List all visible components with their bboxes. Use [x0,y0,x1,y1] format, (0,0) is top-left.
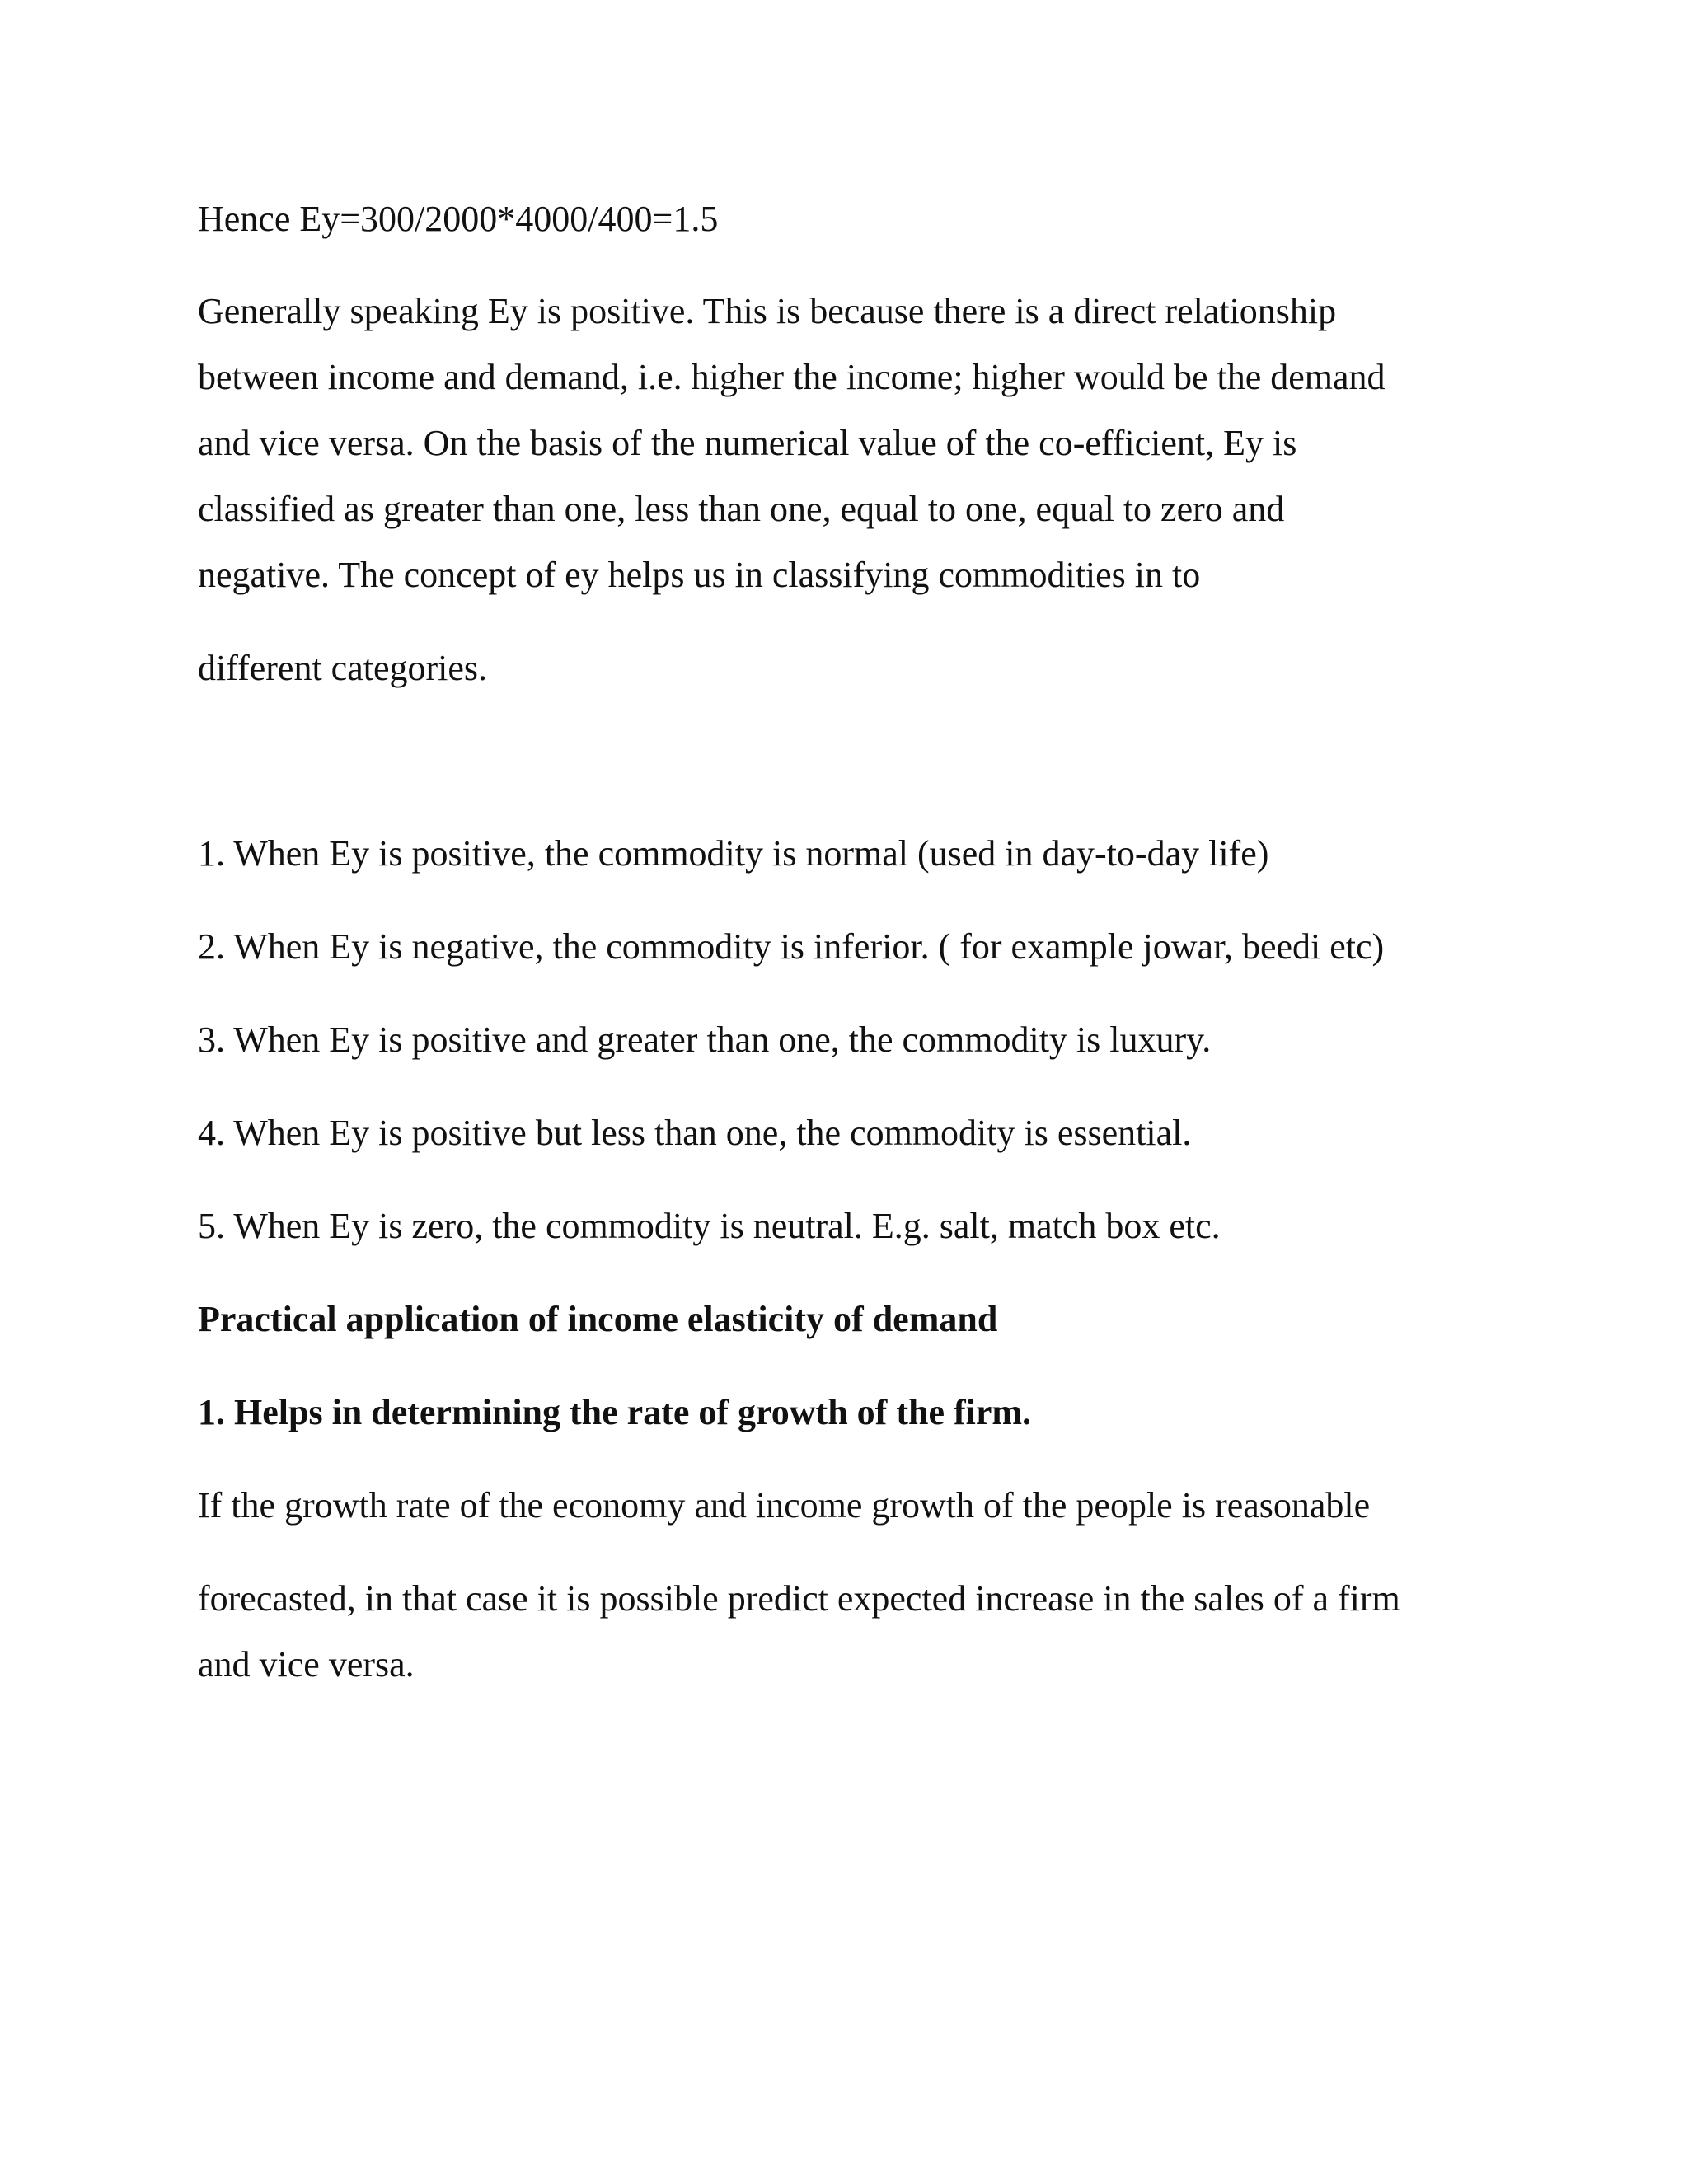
paragraph-line-2: between income and demand, i.e. higher the income; higher would be the demand [198,357,1386,397]
list-item-3: 3. When Ey is positive and greater than one, the commodity is luxury. [198,1019,1212,1060]
paragraph-line-3: and vice versa. On the basis of the numerical value of the co-efficient, Ey is [198,423,1297,463]
formula-line: Hence Ey=300/2000*4000/400=1.5 [198,199,719,239]
list-item-2: 2. When Ey is negative, the commodity is inferior. ( for example jowar, beedi etc) [198,926,1385,967]
paragraph-line-6: different categories. [198,648,488,688]
list-item-1: 1. When Ey is positive, the commodity is normal (used in day-to-day life) [198,833,1269,874]
closing-line-3: and vice versa. [198,1644,415,1685]
closing-line-2: forecasted, in that case it is possible predict expected increase in the sales of a firm [198,1578,1400,1619]
subheading: 1. Helps in determining the rate of growth of the firm. [198,1392,1032,1432]
closing-line-1: If the growth rate of the economy and income growth of the people is reasonable [198,1485,1371,1526]
section-heading: Practical application of income elasticity of demand [198,1299,998,1339]
list-item-5: 5. When Ey is zero, the commodity is neutral. E.g. salt, match box etc. [198,1206,1221,1246]
paragraph-line-1: Generally speaking Ey is positive. This is because there is a direct relationship [198,291,1337,331]
list-item-4: 4. When Ey is positive but less than one, the commodity is essential. [198,1113,1192,1153]
paragraph-line-4: classified as greater than one, less than one, equal to one, equal to zero and [198,489,1285,529]
paragraph-line-5: negative. The concept of ey helps us in classifying commodities in to [198,555,1201,595]
